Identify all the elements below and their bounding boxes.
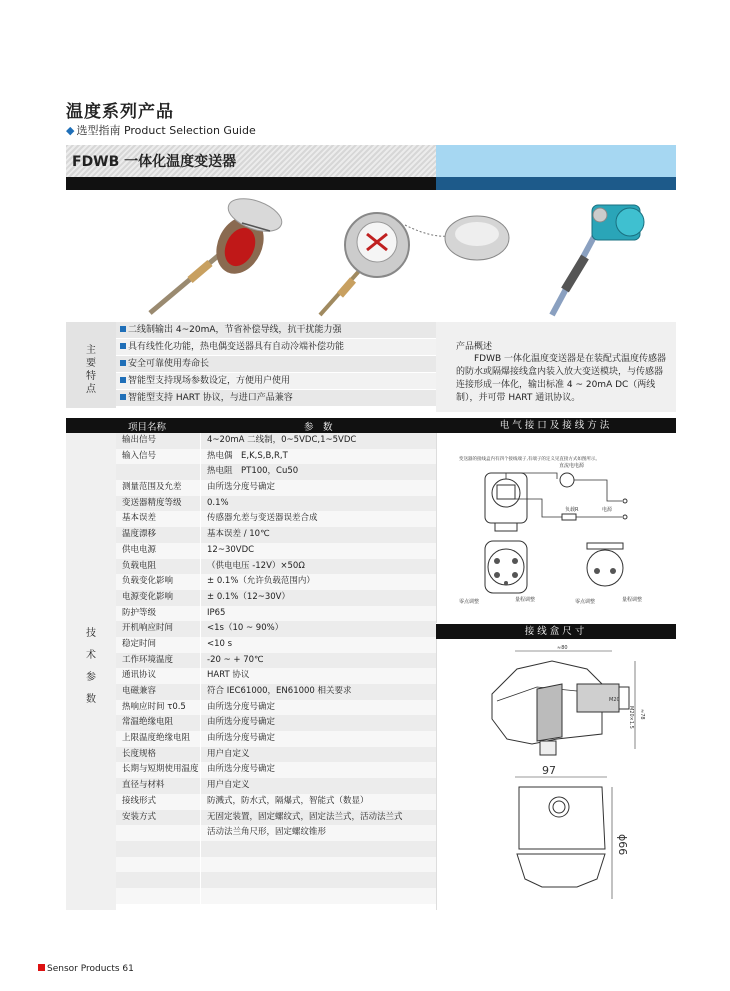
spec-value: 由所选分度号确定 (207, 717, 276, 728)
spec-value (201, 872, 436, 888)
spec-name: 负载电阻 (116, 559, 201, 575)
spec-value: 由所选分度号确定 (207, 482, 276, 493)
label-zero-1: 零点调整 (459, 599, 480, 605)
wiring-note: 变送器的接线盒内有四个接线端子,有端子的定义见直接方式如图所示。 (459, 457, 600, 462)
label-zero-2: 零点调整 (575, 599, 596, 605)
spec-table-body (116, 433, 436, 904)
spec-name: 工作环境温度 (116, 653, 201, 669)
spec-row (116, 747, 436, 763)
spec-name (116, 464, 201, 480)
spec-value: 无固定装置，固定螺纹式，固定法兰式，活动法兰式 (207, 811, 403, 822)
feature-item: 安全可靠使用寿命长 (116, 356, 436, 373)
spec-value: （供电电压 -12V）×50Ω (207, 560, 305, 571)
spec-name: 变送器精度等级 (116, 496, 201, 512)
spec-name: 上限温度绝缘电阻 (116, 731, 201, 747)
dim-height: ≈78 (639, 709, 645, 720)
title-band-blue (436, 145, 676, 177)
spec-name: 输入信号 (116, 449, 201, 465)
spec-name: 常温绝缘电阻 (116, 715, 201, 731)
spec-row (116, 888, 436, 904)
feature-item: 智能型支持现场参数设定，方便用户使用 (116, 373, 436, 390)
spec-name: 输出信号 (116, 433, 201, 449)
spec-row (116, 794, 436, 810)
spec-value: <1s（10 ~ 90%） (207, 623, 284, 634)
spec-table-header (66, 418, 436, 433)
header-item-name: 项目名称 (128, 422, 167, 433)
spec-name: 热响应时间 τ0.5 (116, 700, 201, 716)
spec-value: 传感器允差与变送器误差合成 (207, 513, 318, 524)
spec-row (116, 668, 436, 684)
spec-row (116, 590, 436, 606)
label-supply: 电源 (602, 507, 613, 513)
spec-name: 安装方式 (116, 810, 201, 826)
label-span-1: 量程调整 (515, 597, 536, 603)
spec-value: 基本误差 / 10℃ (207, 529, 270, 540)
spec-name: 通讯协议 (116, 668, 201, 684)
spec-row (116, 825, 436, 841)
diamond-icon: ◆ (66, 124, 75, 137)
spec-value: 12~30VDC (207, 544, 255, 555)
page-footer: Sensor Products 61 (38, 964, 134, 974)
spec-value: 由所选分度号确定 (207, 733, 276, 744)
spec-row (116, 810, 436, 826)
title-band-black (66, 177, 436, 190)
spec-name: 测量范围及允差 (116, 480, 201, 496)
spec-row (116, 637, 436, 653)
dim-width: ≈80 (557, 645, 568, 651)
tech-params-label: 技术参数 (86, 628, 96, 705)
page-title: 温度系列产品 (66, 102, 174, 122)
spec-value: 由所选分度号确定 (207, 764, 276, 775)
junction-box-diagram (436, 639, 677, 910)
spec-value: ± 0.1%（允许负载范围内） (207, 576, 315, 587)
features-label-cell (66, 322, 116, 408)
spec-value: 热电阻 PT100，Cu50 (207, 466, 299, 477)
spec-name: 负载变化影响 (116, 574, 201, 590)
spec-row (116, 527, 436, 543)
spec-value: 符合 IEC61000，EN61000 相关要求 (207, 686, 352, 696)
spec-row (116, 700, 436, 716)
header-parameter: 参 数 (304, 422, 333, 433)
spec-row (116, 684, 436, 700)
spec-value: 热电偶 E,K,S,B,R,T (207, 450, 288, 461)
overview-text: FDWB 一体化温度变送器是在装配式温度传感器的防水或隔爆接线盒内装入放大变送模块，与传感器连接形成一体化，输出标准 4 ~ 20mA DC（两线制），并可带 HART 通讯协议。 (456, 354, 667, 403)
spec-row (116, 857, 436, 873)
label-span-2: 量程调整 (622, 597, 643, 603)
spec-value: 0.1% (207, 497, 229, 508)
spec-value: HART 协议 (207, 670, 250, 681)
label-power: 直流电电源 (559, 463, 585, 469)
spec-name (116, 825, 201, 841)
wiring-diagram (436, 433, 677, 623)
spec-value: 活动法兰角尺形，固定螺纹锥形 (207, 827, 327, 838)
overview-title: 产品概述 (456, 342, 493, 352)
spec-row (116, 543, 436, 559)
spec-row (116, 574, 436, 590)
spec-row (116, 496, 436, 512)
spec-value: 4~20mA 二线制，0~5VDC,1~5VDC (207, 435, 357, 445)
spec-name (116, 841, 201, 857)
spec-value: -20 ~ + 70℃ (207, 654, 264, 665)
square-bullet-icon (120, 377, 126, 383)
spec-name: 开机响应时间 (116, 621, 201, 637)
spec-value (201, 857, 436, 873)
spec-row (116, 762, 436, 778)
junction-box-header: 接线盒尺寸 (436, 624, 676, 639)
spec-name: 接线形式 (116, 794, 201, 810)
spec-row (116, 715, 436, 731)
spec-value: <10 s (207, 638, 233, 649)
spec-row (116, 559, 436, 575)
spec-value: IP65 (207, 607, 226, 618)
spec-row (116, 511, 436, 527)
feature-item: 二线制输出 4~20mA，节省补偿导线，抗干扰能力强 (116, 322, 436, 339)
spec-row (116, 449, 436, 465)
feature-item: 具有线性化功能，热电偶变送器具有自动冷端补偿功能 (116, 339, 436, 356)
spec-name (116, 872, 201, 888)
spec-row (116, 653, 436, 669)
spec-name (116, 888, 201, 904)
spec-name (116, 857, 201, 873)
wiring-header: 电气接口及接线方法 (436, 418, 676, 433)
spec-value: 由所选分度号确定 (207, 701, 276, 712)
spec-name: 电源变化影响 (116, 590, 201, 606)
product-photo-3 (530, 195, 660, 320)
feature-item: 智能型支持 HART 协议，与进口产品兼容 (116, 390, 436, 407)
product-photo-1 (130, 195, 290, 320)
tech-params-label-cell (66, 433, 116, 910)
square-marker-icon (38, 964, 45, 971)
dim-97: 97 (542, 764, 556, 777)
spec-name: 防护等级 (116, 606, 201, 622)
square-bullet-icon (120, 343, 126, 349)
product-photo-2 (305, 200, 525, 320)
spec-name: 直径与材料 (116, 778, 201, 794)
spec-row (116, 621, 436, 637)
dim-m: M20×1.5 (628, 706, 634, 729)
spec-row (116, 778, 436, 794)
spec-name: 长度规格 (116, 747, 201, 763)
product-title: FDWB 一体化温度变送器 (72, 154, 237, 170)
spec-row (116, 841, 436, 857)
dim-66: ϕ66 (616, 834, 629, 856)
square-bullet-icon (120, 360, 126, 366)
square-bullet-icon (120, 326, 126, 332)
spec-name: 基本误差 (116, 511, 201, 527)
spec-row (116, 872, 436, 888)
title-band-dark-blue (436, 177, 676, 190)
spec-name: 供电电源 (116, 543, 201, 559)
spec-name: 长期与短期使用温度 (116, 762, 201, 778)
spec-value: 用户自定义 (207, 748, 250, 759)
spec-row (116, 731, 436, 747)
square-bullet-icon (120, 394, 126, 400)
spec-value (201, 888, 436, 904)
spec-value: ± 0.1%（12~30V） (207, 591, 290, 602)
spec-value (201, 841, 436, 857)
subtitle (66, 122, 256, 138)
spec-name: 稳定时间 (116, 637, 201, 653)
features-list (116, 322, 436, 407)
spec-value: 防溅式，防水式，隔爆式，智能式（数显） (207, 795, 369, 806)
features-label: 主要特点 (86, 345, 96, 395)
dim-thread: M20 (609, 697, 620, 703)
label-load: 负载R (565, 507, 579, 513)
spec-row (116, 480, 436, 496)
spec-value: 用户自定义 (207, 780, 250, 791)
spec-row (116, 606, 436, 622)
spec-row (116, 464, 436, 480)
spec-row (116, 433, 436, 449)
spec-name: 电磁兼容 (116, 684, 201, 700)
subtitle-text: 选型指南 Product Selection Guide (76, 124, 256, 137)
spec-name: 温度漂移 (116, 527, 201, 543)
